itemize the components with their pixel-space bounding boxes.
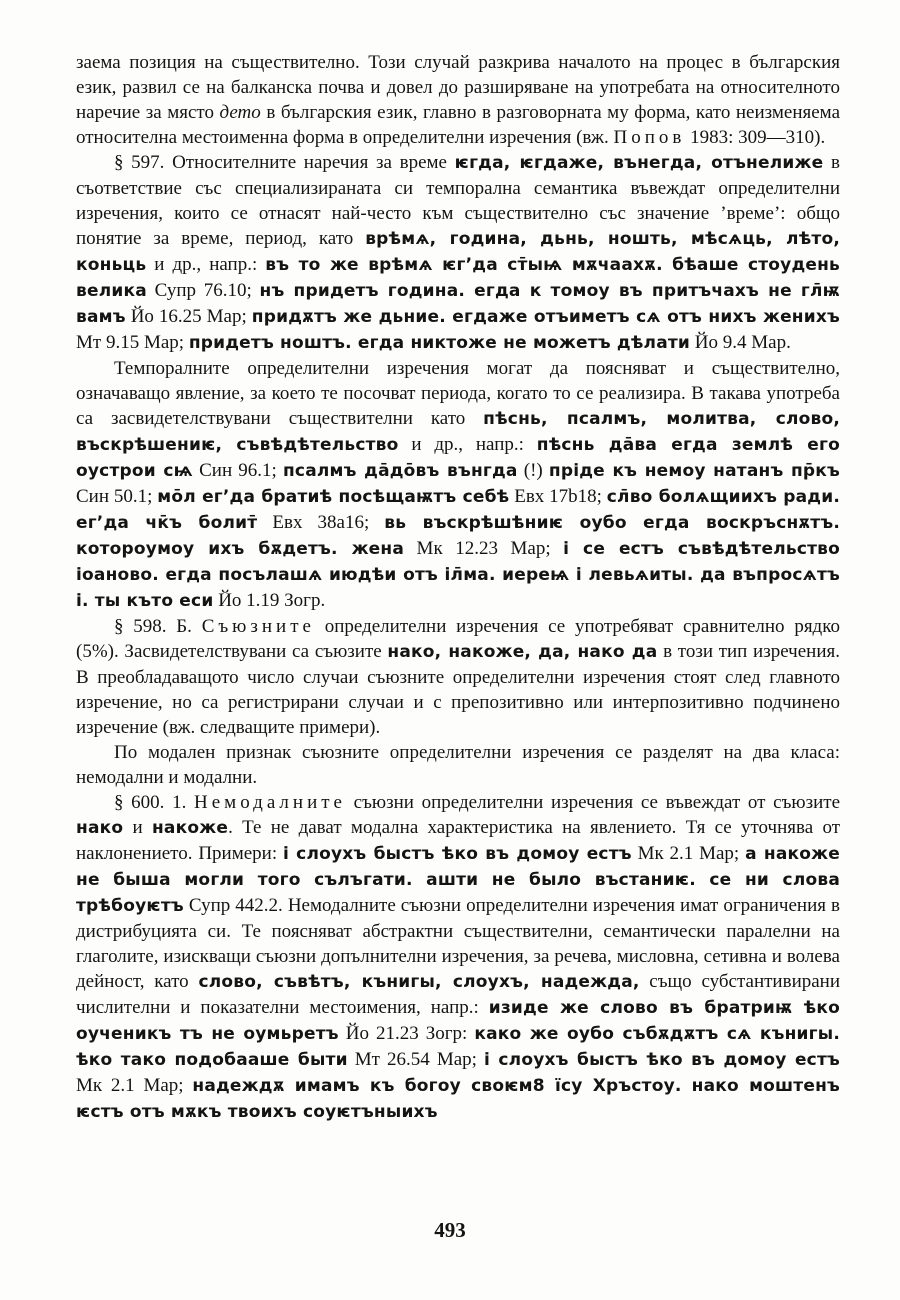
old-cyrillic-quote: врѣмѧ, година, дьнь, ношть, мѣсѧць, лѣто, коньць bbox=[76, 229, 840, 275]
paragraph-6 bbox=[76, 790, 840, 1125]
paragraph-1 bbox=[76, 50, 840, 150]
paragraph-3 bbox=[76, 356, 840, 614]
text-run: и др., напр.: bbox=[398, 434, 537, 455]
old-cyrillic-quote: пріде къ немоу натанъ пр̄къ bbox=[548, 461, 840, 481]
text-run: в съответствие със специализираната си темпорална семантика въвеждат определителни изречения, които се отнасят най-често към съществително със значение ’време’: общо понятие за време, период, като bbox=[76, 152, 840, 249]
old-cyrillic-quote: пѣснь да̄ва егда землѣ его оустрои сѩ bbox=[76, 435, 840, 481]
old-cyrillic-quote: і се естъ съвѣдѣтельство іоаново. егда посълашѧ июдѣи отъ іл̄ма. иереѩ і левьѧиты. да въпросѧтъ і. ты къто еси bbox=[76, 539, 840, 611]
text-run: в този тип изречения. В преобладаващото число случаи съюзните определителни изречения стоят след главното изречение, но са регистрирани случаи и с препозитивно или интерпозитивно подчинено изречение (вж. следващите примери). bbox=[76, 641, 840, 738]
old-cyrillic-quote: і слоухъ быстъ ѣко въ домоу естъ bbox=[483, 1050, 840, 1070]
text-run: Йо 21.23 Зогр: bbox=[338, 1023, 475, 1044]
text-run: Супр 76.10; bbox=[146, 280, 260, 301]
paragraph-2 bbox=[76, 150, 840, 356]
text-run: § 597. Относителните наречия за време bbox=[114, 152, 455, 173]
text-run: Мк 2.1 Мар; bbox=[76, 1075, 193, 1096]
text-run: Темпоралните определителни изречения могат да поясняват и съществително, означаващо явление, за което те посочват периода, когато то се реализира. В такава употреба са засвидетелствувани съществителни като bbox=[76, 358, 840, 429]
text-run: Евх 38а16; bbox=[257, 512, 385, 533]
text-run: Мт 9.15 Мар; bbox=[76, 332, 189, 353]
text-run: и др., напр.: bbox=[146, 254, 266, 275]
text-run: По модален признак съюзните определителни изречения се разделят на два класа: немодални и модални. bbox=[76, 742, 840, 788]
text-run: . Те не дават модална характеристика на явлението. Тя се уточнява от наклонението. Примери: bbox=[76, 817, 840, 864]
old-cyrillic-quote: пѣснь, псалмъ, молитва, слово, въскрѣшениѥ, съвѣдѣтельство bbox=[76, 409, 841, 455]
text-run: § 600. 1. bbox=[114, 792, 195, 813]
old-cyrillic-quote: псалмъ да̄до̄въ вънгда bbox=[282, 461, 518, 481]
text-run: Съюзните bbox=[201, 616, 315, 637]
text-run: заема позиция на съществително. Този случай разкрива началото на процес в българския език, развил се на балканска почва и довел до разширяване на употребата на относителното наречие за място bbox=[76, 52, 840, 123]
page-number: 493 bbox=[434, 1218, 466, 1242]
text-run: дето bbox=[219, 102, 261, 123]
text-run: Попов bbox=[613, 127, 686, 148]
old-cyrillic-quote: въ то же врѣмѧ ѥг’да ст̄ыѩ мѫчаахѫ. бѣаше стоудень велика bbox=[76, 255, 840, 301]
text-run: определителни изречения се употребяват сравнително рядко (5%). Засвидетелствувани са съюзите bbox=[76, 616, 840, 662]
text-run: Йо 16.25 Мар; bbox=[125, 306, 252, 327]
text-run: Супр 442.2. Немодалните съюзни определителни изречения имат ограничения в дистрибуцията си. Те поясняват абстрактни съществителни, семантически паралелни на глаголите, изискващи съюзни допълнителни изречения, за речева, мисловна, сетивна и волева дейност, като bbox=[76, 895, 840, 992]
old-cyrillic-quote: надеждѫ имамъ къ богоу своѥм8 їсу Хръстоу. нако моштенъ ѥстъ отъ мѫкъ твоихъ соуѥтъныихъ bbox=[76, 1076, 841, 1122]
old-cyrillic-quote: нако bbox=[76, 818, 124, 838]
text-run: Син 96.1; bbox=[192, 460, 283, 481]
text-run: Йо 1.19 Зогр. bbox=[213, 590, 326, 611]
text-run: 1983: 309—310). bbox=[685, 127, 826, 148]
old-cyrillic-quote: ѥгда, ѥгдаже, вънегда, отънелиже bbox=[454, 153, 824, 173]
old-cyrillic-quote: накоже bbox=[151, 818, 229, 838]
text-run: (!) bbox=[517, 460, 549, 481]
old-cyrillic-quote: і слоухъ быстъ ѣко въ домоу естъ bbox=[282, 844, 632, 864]
old-cyrillic-quote: а накоже не быша могли того сълъгати. ашти не было въстаниѥ. се ни слова трѣбоуѥтъ bbox=[76, 844, 841, 916]
old-cyrillic-quote: нъ придетъ година. егда к томоу въ притъчахъ не гл̄ѭ вамъ bbox=[76, 281, 840, 327]
text-run: съюзни определителни изречения се въвеждат от съюзите bbox=[345, 792, 841, 813]
paragraph-4 bbox=[76, 614, 840, 740]
old-cyrillic-quote: придетъ ноштъ. егда никтоже не можетъ дѣлати bbox=[188, 333, 691, 353]
text-run: Мк 12.23 Мар; bbox=[404, 538, 564, 559]
old-cyrillic-quote: сл̄во болѧщиихъ ради. ег’да чк̄ъ болит̄ bbox=[76, 487, 840, 533]
text-run: и bbox=[123, 817, 152, 838]
text-run: също субстантивирани числителни и показателни местоимения, напр.: bbox=[76, 971, 841, 1018]
text-run: Йо 9.4 Мар. bbox=[690, 332, 791, 353]
text-run: Немодалните bbox=[194, 792, 346, 813]
old-cyrillic-quote: мо̄л ег’да братиѣ посѣщаѭтъ себѣ bbox=[157, 487, 510, 507]
text-run: в българския език, главно в разговорната му форма, като неизменяема относителна местоименна форма в определителни изречения (вж. bbox=[76, 102, 840, 148]
text-block bbox=[76, 50, 840, 1125]
old-cyrillic-quote: придѫтъ же дьние. егдаже отъиметъ сѧ отъ нихъ женихъ bbox=[251, 307, 840, 327]
old-cyrillic-quote: изиде же слово въ братриѭ ѣко оученикъ тъ не оумьретъ bbox=[76, 998, 840, 1044]
old-cyrillic-quote: како же оубо събѫдѫтъ сѧ кънигы. ѣко тако подобааше быти bbox=[76, 1024, 840, 1070]
text-run: Евх 17b18; bbox=[509, 486, 607, 507]
text-run: Мк 2.1 Мар; bbox=[631, 843, 746, 864]
old-cyrillic-quote: слово, съвѣтъ, кънигы, слоухъ, надежда, bbox=[198, 972, 640, 992]
text-run: Син 50.1; bbox=[76, 486, 158, 507]
old-cyrillic-quote: нако, накоже, да, нако да bbox=[387, 642, 658, 662]
text-run: § 598. Б. bbox=[114, 616, 202, 637]
paragraph-5 bbox=[76, 740, 840, 790]
text-run: Мт 26.54 Мар; bbox=[347, 1049, 484, 1070]
old-cyrillic-quote: вь въскрѣшѣниѥ оубо егда воскръснѫтъ. котороумоу ихъ бѫдетъ. жена bbox=[76, 513, 840, 559]
